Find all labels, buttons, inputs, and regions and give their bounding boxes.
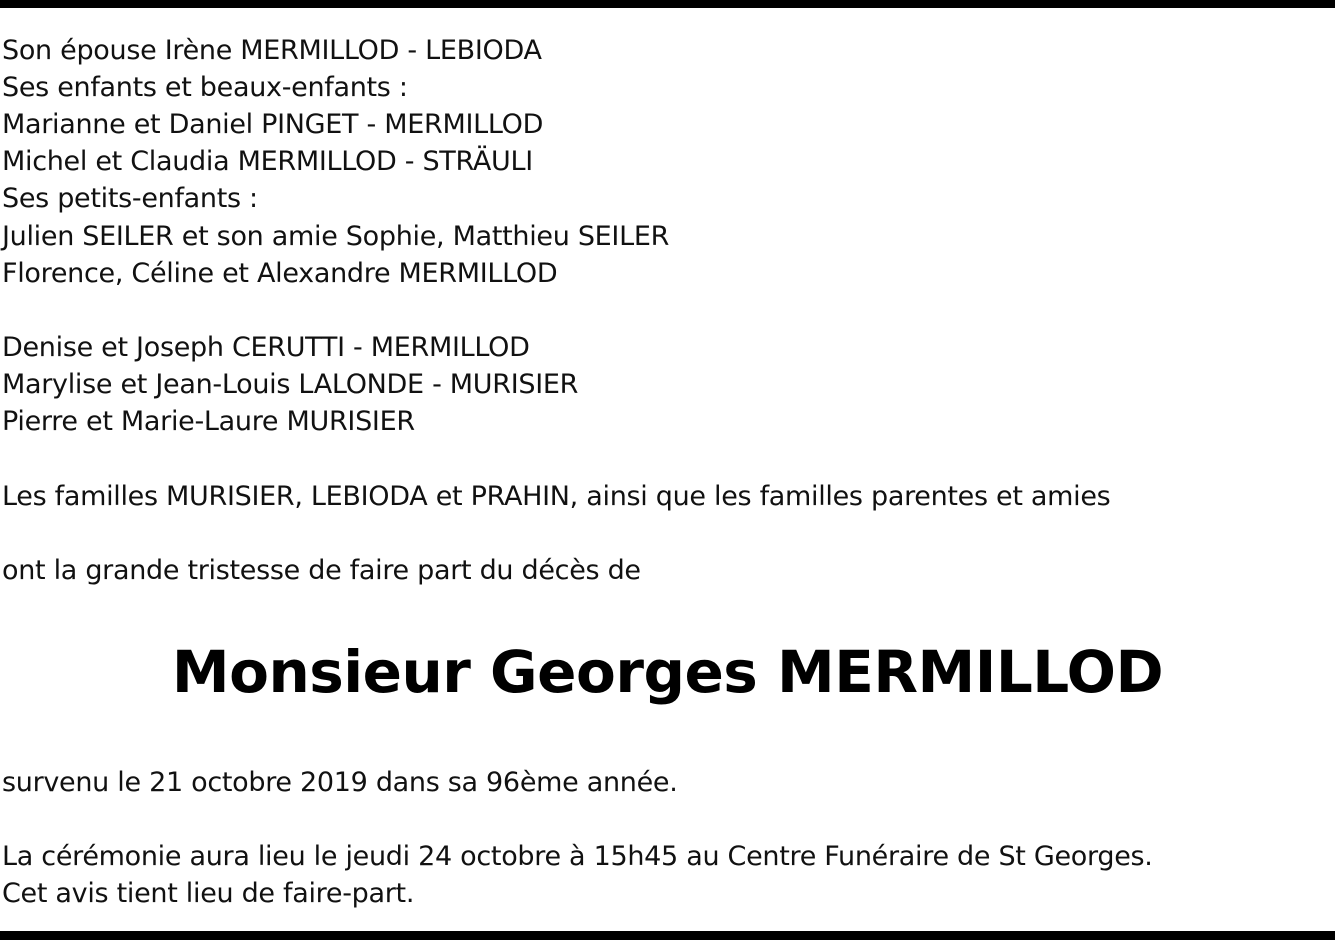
ceremony-line: La cérémonie aura lieu le jeudi 24 octobre à 15h45 au Centre Funéraire de St Georges.	[2, 841, 1153, 872]
family-line: Denise et Joseph CERUTTI - MERMILLOD	[2, 332, 530, 363]
bottom-border-rule	[0, 931, 1335, 940]
family-line: Pierre et Marie-Laure MURISIER	[2, 406, 415, 437]
family-line: Marylise et Jean-Louis LALONDE - MURISIER	[2, 369, 579, 400]
family-line: Julien SEILER et son amie Sophie, Matthieu SEILER	[2, 221, 670, 252]
family-line: Marianne et Daniel PINGET - MERMILLOD	[2, 109, 544, 140]
family-line: Son épouse Irène MERMILLOD - LEBIODA	[2, 35, 542, 66]
family-line: Ses enfants et beaux-enfants :	[2, 72, 408, 103]
family-line: Florence, Céline et Alexandre MERMILLOD	[2, 258, 558, 289]
ceremony-line: Cet avis tient lieu de faire-part.	[2, 878, 415, 909]
announcement-line: ont la grande tristesse de faire part du décès de	[2, 555, 641, 586]
family-line: Ses petits-enfants :	[2, 183, 258, 214]
deceased-name: Monsieur Georges MERMILLOD	[171, 638, 1164, 706]
families-line: Les familles MURISIER, LEBIODA et PRAHIN, ainsi que les familles parentes et amies	[2, 481, 1111, 512]
top-border-rule	[0, 0, 1335, 8]
death-line: survenu le 21 octobre 2019 dans sa 96ème année.	[2, 767, 678, 798]
family-line: Michel et Claudia MERMILLOD - STRÄULI	[2, 146, 533, 177]
